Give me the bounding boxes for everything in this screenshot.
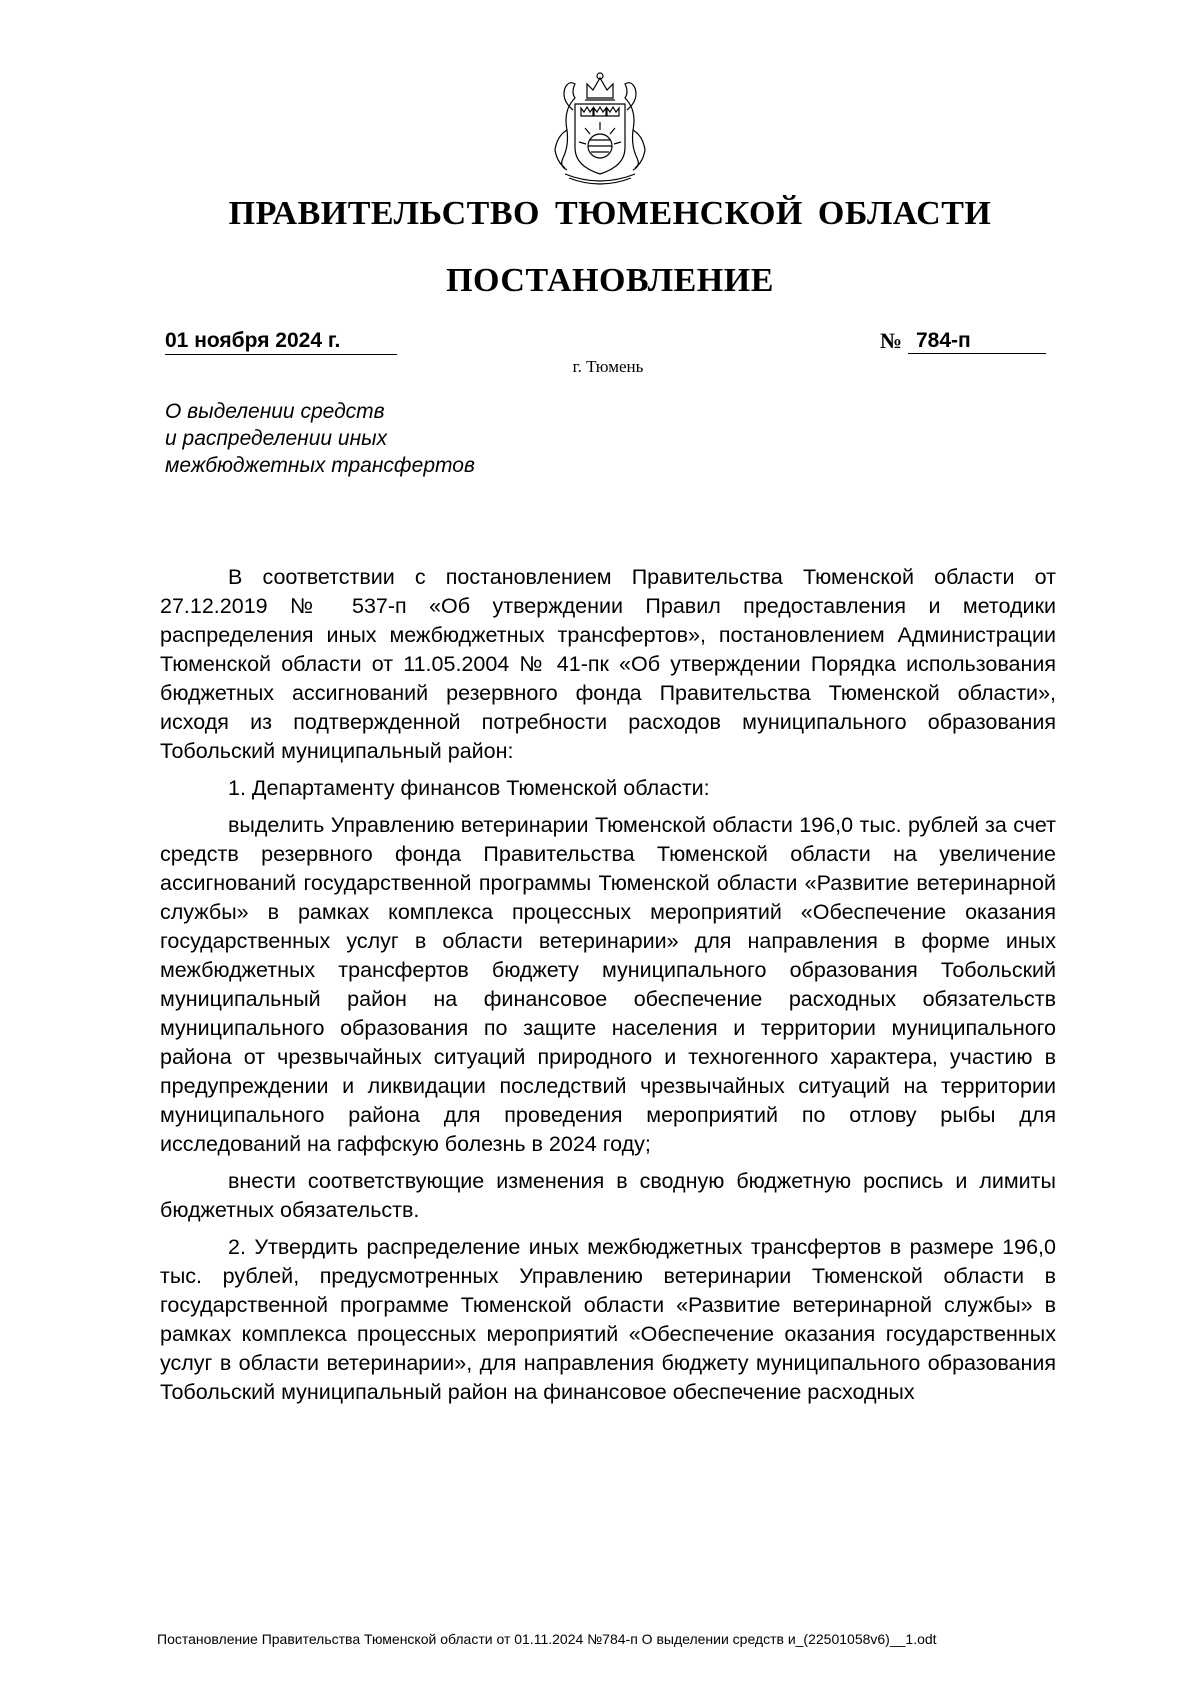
document-date: 01 ноября 2024 г. [165, 328, 397, 355]
subject-line: и распределении иных [165, 427, 388, 450]
body-paragraph: выделить Управлению ветеринарии Тюменской области 196,0 тыс. рублей за счет средств резервного фонда Правительства Тюменской области на увеличение ассигнований государственной программы Тюменской области «Развитие ветеринарной службы» в рамках комплекса процессных мероприятий «Обеспечение оказания государственных услуг в области ветеринарии» для направления в форме иных межбюджетных трансфертов бюджету муниципального образования Тобольский муниципальный район на финансовое обеспечение расходных обязательств муниципального образования по защите населения и территории муниципального района от чрезвычайных ситуаций природного и техногенного характера, участию в предупреждении и ликвидации последствий чрезвычайных ситуаций на территории муниципального района для проведения мероприятий по отлову рыбы для исследований на гаффскую болезнь в 2024 году; [160, 813, 1056, 1156]
body-paragraph: внести соответствующие изменения в сводную бюджетную роспись и лимиты бюджетных обязательств. [160, 1169, 1056, 1222]
document-number: 784-п [908, 328, 1046, 354]
body-paragraph: 1. Департаменту финансов Тюменской области: [228, 776, 710, 800]
document-subject [165, 398, 475, 479]
document-type-title: ПОСТАНОВЛЕНИЕ [446, 262, 774, 299]
number-sign: № [880, 328, 903, 353]
body-paragraph: В соответствии с постановлением Правительства Тюменской области от 27.12.2019 № 537-п «Об утверждении Правил предоставления и методики распределения иных межбюджетных трансфертов», постановлением Администрации Тюменской области от 11.05.2004 № 41-пк «Об утверждении Порядка использования бюджетных ассигнований резервного фонда Правительства Тюменской области», исходя из подтвержденной потребности расходов муниципального образования Тобольский муниципальный район: [160, 565, 1056, 763]
body-paragraph: 2. Утвердить распределение иных межбюджетных трансфертов в размере 196,0 тыс. рублей, предусмотренных Управлению ветеринарии Тюменской области в государственной программе Тюменской области «Развитие ветеринарной службы» в рамках комплекса процессных мероприятий «Обеспечение оказания государственных услуг в области ветеринарии», для направления бюджету муниципального образования Тобольский муниципальный район на финансовое обеспечение расходных [160, 1235, 1056, 1404]
subject-line: О выделении средств [165, 400, 385, 423]
organization-title: ПРАВИТЕЛЬСТВО ТЮМЕНСКОЙ ОБЛАСТИ [228, 195, 992, 232]
subject-line: межбюджетных трансфертов [165, 454, 475, 477]
document-footer: Постановление Правительства Тюменской области от 01.11.2024 №784-п О выделении средств и_(22501058v6)__1.odt [157, 1631, 937, 1647]
coat-of-arms-emblem [545, 70, 655, 190]
document-body [160, 563, 1056, 1415]
document-city: г. Тюмень [572, 357, 644, 376]
